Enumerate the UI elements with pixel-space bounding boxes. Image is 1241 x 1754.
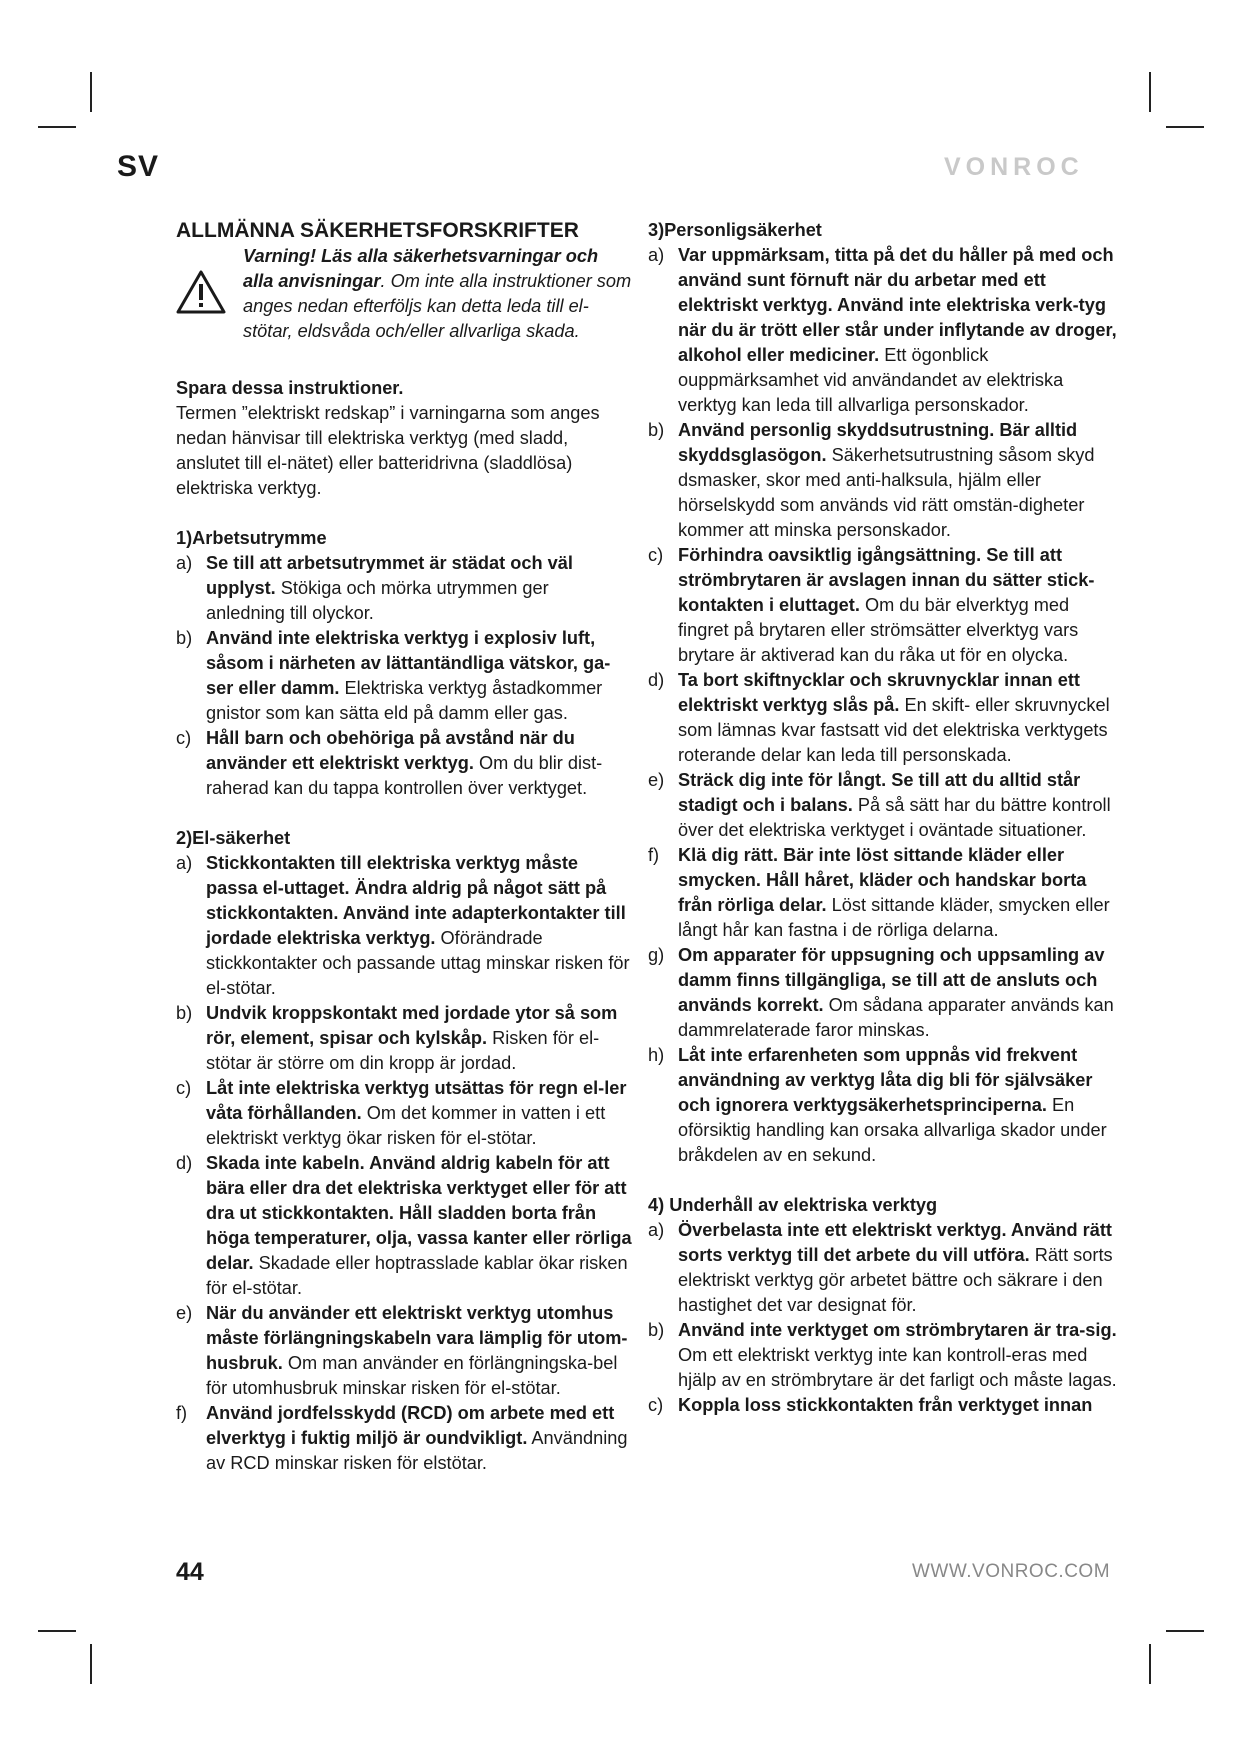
item-bold-text: Stickkontakten till elektriska verktyg måste passa el-uttaget. Ändra aldrig på något sätt på stickkontakten. Använd inte adapterkontakter till jordade elektriska verktyg. bbox=[206, 853, 626, 948]
item-bold-text: Se till att arbetsutrymmet är städat och väl upplyst. bbox=[206, 553, 573, 598]
item-text: Risken för el-stötar är större om din kropp är jordad. bbox=[206, 1028, 600, 1073]
list-item bbox=[648, 1218, 1118, 1318]
list-item bbox=[648, 843, 1118, 943]
item-label: a) bbox=[648, 245, 665, 265]
item-bold-text: Koppla loss stickkontakten från verktyget innan bbox=[678, 1395, 1093, 1415]
crop-mark bbox=[1149, 72, 1151, 112]
crop-mark bbox=[1149, 1644, 1151, 1684]
item-label: g) bbox=[648, 945, 665, 965]
item-label: e) bbox=[176, 1303, 193, 1323]
item-label: a) bbox=[176, 853, 193, 873]
item-text: Skadade eller hoptrasslade kablar ökar risken för el-stötar. bbox=[206, 1253, 628, 1298]
item-label: b) bbox=[176, 1003, 193, 1023]
item-bold-text: Förhindra oavsiktlig igångsättning. Se till att strömbrytaren är avslagen innan du sätter stick-kontakten i eluttaget. bbox=[678, 545, 1095, 615]
item-text: Elektriska verktyg åstadkommer gnistor som kan sätta eld på damm eller gas. bbox=[206, 678, 603, 723]
warning-bold-text: Varning! Läs alla säkerhetsvarningar och alla anvisningar bbox=[243, 246, 599, 291]
list-item bbox=[648, 943, 1118, 1043]
item-text: På så sätt har du bättre kontroll över det elektriska verktyget i oväntade situationer. bbox=[678, 795, 1111, 840]
item-label: c) bbox=[648, 1395, 664, 1415]
item-text: Säkerhetsutrustning såsom skyd dsmasker, skor med anti-halksula, hjälm eller hörselskydd som används vid rätt omstän-digheter kommer att minska personskador. bbox=[678, 445, 1095, 540]
footer-url: WWW.VONROC.COM bbox=[912, 1561, 1111, 1582]
language-code: SV bbox=[117, 150, 160, 183]
list-item bbox=[176, 1001, 632, 1076]
item-text: Rätt sorts elektriskt verktyg gör arbetet bättre och säkrare i den hastighet det var designat för. bbox=[678, 1245, 1113, 1315]
crop-mark bbox=[38, 1630, 76, 1632]
crop-mark bbox=[1166, 126, 1204, 128]
list-item bbox=[176, 1401, 632, 1476]
item-bold-text: Klä dig rätt. Bär inte löst sittande kläder eller smycken. Håll håret, kläder och handskar borta från rörliga delar. bbox=[678, 845, 1087, 915]
item-text: Löst sittande kläder, smycken eller långt hår kan fastna i de rörliga delarna. bbox=[678, 895, 1110, 940]
item-bold-text: Ta bort skiftnycklar och skruvnycklar innan ett elektriskt verktyg slås på. bbox=[678, 670, 1080, 715]
item-text: Stökiga och mörka utrymmen ger anledning till olyckor. bbox=[206, 578, 549, 623]
list-item bbox=[176, 851, 632, 1001]
item-bold-text: Överbelasta inte ett elektriskt verktyg. Använd rätt sorts verktyg till det arbete du vill utföra. bbox=[678, 1220, 1112, 1265]
item-text: Om du bär elverktyg med fingret på brytaren eller strömsätter elverktyg vars brytare är aktiverad kan du råka ut för en olycka. bbox=[678, 595, 1079, 665]
list-item bbox=[176, 626, 632, 726]
item-bold-text: Undvik kroppskontakt med jordade ytor så som rör, element, spisar och kylskåp. bbox=[206, 1003, 618, 1048]
item-bold-text: Om apparater för uppsugning och uppsamling av damm finns tillgängliga, se till att de ansluts och används korrekt. bbox=[678, 945, 1105, 1015]
item-label: c) bbox=[176, 728, 192, 748]
item-text: Om ett elektriskt verktyg inte kan kontroll-eras med hjälp av en strömbrytare är det farligt och måste lagas. bbox=[678, 1345, 1117, 1390]
list-item bbox=[176, 1301, 632, 1401]
item-text: Om man använder en förlängningska-bel för utomhusbruk minskar risken för el-stötar. bbox=[206, 1353, 618, 1398]
list-item bbox=[648, 1318, 1118, 1393]
list-item bbox=[648, 243, 1118, 418]
item-label: b) bbox=[648, 420, 665, 440]
item-bold-text: Håll barn och obehöriga på avstånd när du använder ett elektriskt verktyg. bbox=[206, 728, 575, 773]
item-label: f) bbox=[648, 845, 660, 865]
item-text: Om det kommer in vatten i ett elektriskt verktyg ökar risken för el-stötar. bbox=[206, 1103, 606, 1148]
item-label: d) bbox=[648, 670, 665, 690]
item-bold-text: Låt inte elektriska verktyg utsättas för regn el-ler våta förhållanden. bbox=[206, 1078, 627, 1123]
item-bold-text: Låt inte erfarenheten som uppnås vid frekvent användning av verktyg låta dig bli för självsäker och ignorera verktygsäkerhetsprinciperna. bbox=[678, 1045, 1093, 1115]
section-title: 4) Underhåll av elektriska verktyg bbox=[648, 1195, 938, 1215]
item-bold-text: Var uppmärksam, titta på det du håller på med och använd sunt förnuft när du arbetar med ett elektriskt verktyg. Använd inte elektriska verk-tyg när du är trött eller står under inflytande av droger, alkohol eller mediciner. bbox=[678, 245, 1117, 365]
item-label: e) bbox=[648, 770, 665, 790]
item-bold-text: Använd jordfelsskydd (RCD) om arbete med ett elverktyg i fuktig miljö är oundvikligt. bbox=[206, 1403, 615, 1448]
right-column bbox=[648, 218, 1118, 1418]
item-label: a) bbox=[176, 553, 193, 573]
brand-logo: VONROC bbox=[944, 153, 1084, 181]
list-item bbox=[176, 1151, 632, 1301]
item-label: f) bbox=[176, 1403, 188, 1423]
item-bold-text: Sträck dig inte för långt. Se till att du alltid står stadigt och i balans. bbox=[678, 770, 1081, 815]
item-text: Ett ögonblick ouppmärksamhet vid användandet av elektriska verktyg kan leda till allvarliga personskador. bbox=[678, 345, 1064, 415]
save-heading: Spara dessa instruktioner. bbox=[176, 378, 404, 398]
item-bold-text: Skada inte kabeln. Använd aldrig kabeln för att bära eller dra det elektriska verktyget eller för att dra ut stickkontakten. Håll sladden borta från höga temperaturer, olja, vassa kanter eller rörliga delar. bbox=[206, 1153, 632, 1273]
item-label: b) bbox=[648, 1320, 665, 1340]
left-column bbox=[176, 218, 632, 1476]
item-text: Oförändrade stickkontakter och passande uttag minskar risken för el-stötar. bbox=[206, 928, 630, 998]
list-item bbox=[648, 768, 1118, 843]
item-label: d) bbox=[176, 1153, 193, 1173]
item-bold-text: När du använder ett elektriskt verktyg utomhus måste förlängningskabeln vara lämplig för utom-husbruk. bbox=[206, 1303, 628, 1373]
crop-mark bbox=[1166, 1630, 1204, 1632]
warning-text: . Om inte alla instruktioner som anges nedan efterföljs kan detta leda till el-stötar, eldsvåda och/eller allvarliga skada. bbox=[243, 271, 632, 341]
item-text: Om du blir dist-raherad kan du tappa kontrollen över verktyget. bbox=[206, 753, 603, 798]
item-bold-text: Använd inte elektriska verktyg i explosiv luft, såsom i närheten av lättantändliga vätskor, ga-ser eller damm. bbox=[206, 628, 611, 698]
item-label: a) bbox=[648, 1220, 665, 1240]
item-text: En oförsiktig handling kan orsaka allvarliga skador under bråkdelen av en sekund. bbox=[678, 1095, 1107, 1165]
crop-mark bbox=[38, 126, 76, 128]
list-item bbox=[176, 551, 632, 626]
item-bold-text: Använd inte verktyget om strömbrytaren är tra-sig. bbox=[678, 1320, 1117, 1340]
list-item bbox=[648, 668, 1118, 768]
item-text: En skift- eller skruvnyckel som lämnas kvar fastsatt vid det elektriska verktygets roterande delar kan leda till personskada. bbox=[678, 695, 1110, 765]
list-item bbox=[648, 418, 1118, 543]
item-text: Om sådana apparater används kan dammrelaterade faror minskas. bbox=[678, 995, 1114, 1040]
item-label: b) bbox=[176, 628, 193, 648]
crop-mark bbox=[90, 72, 92, 112]
list-item bbox=[648, 1043, 1118, 1168]
section-title: 1)Arbetsutrymme bbox=[176, 528, 327, 548]
warning-block bbox=[176, 244, 632, 354]
item-label: h) bbox=[648, 1045, 665, 1065]
page-title: ALLMÄNNA SÄKERHETSFORSKRIFTER bbox=[176, 219, 579, 242]
warning-triangle-icon bbox=[176, 270, 226, 314]
item-label: c) bbox=[176, 1078, 192, 1098]
section-title: 3)Personligsäkerhet bbox=[648, 220, 822, 240]
item-text: Användning av RCD minskar risken för elstötar. bbox=[206, 1428, 628, 1473]
crop-mark bbox=[90, 1644, 92, 1684]
save-text: Termen ”elektriskt redskap” i varningarna som anges nedan hänvisar till elektriska verktyg (med sladd, anslutet till el-nätet) eller batteridrivna (sladdlösa) elektriska verktyg. bbox=[176, 403, 600, 498]
page-number: 44 bbox=[176, 1558, 204, 1586]
list-item bbox=[648, 543, 1118, 668]
section-title: 2)El-säkerhet bbox=[176, 828, 291, 848]
list-item bbox=[648, 1393, 1118, 1418]
item-bold-text: Använd personlig skyddsutrustning. Bär alltid skyddsglasögon. bbox=[678, 420, 1078, 465]
list-item bbox=[176, 1076, 632, 1151]
item-label: c) bbox=[648, 545, 664, 565]
list-item bbox=[176, 726, 632, 801]
